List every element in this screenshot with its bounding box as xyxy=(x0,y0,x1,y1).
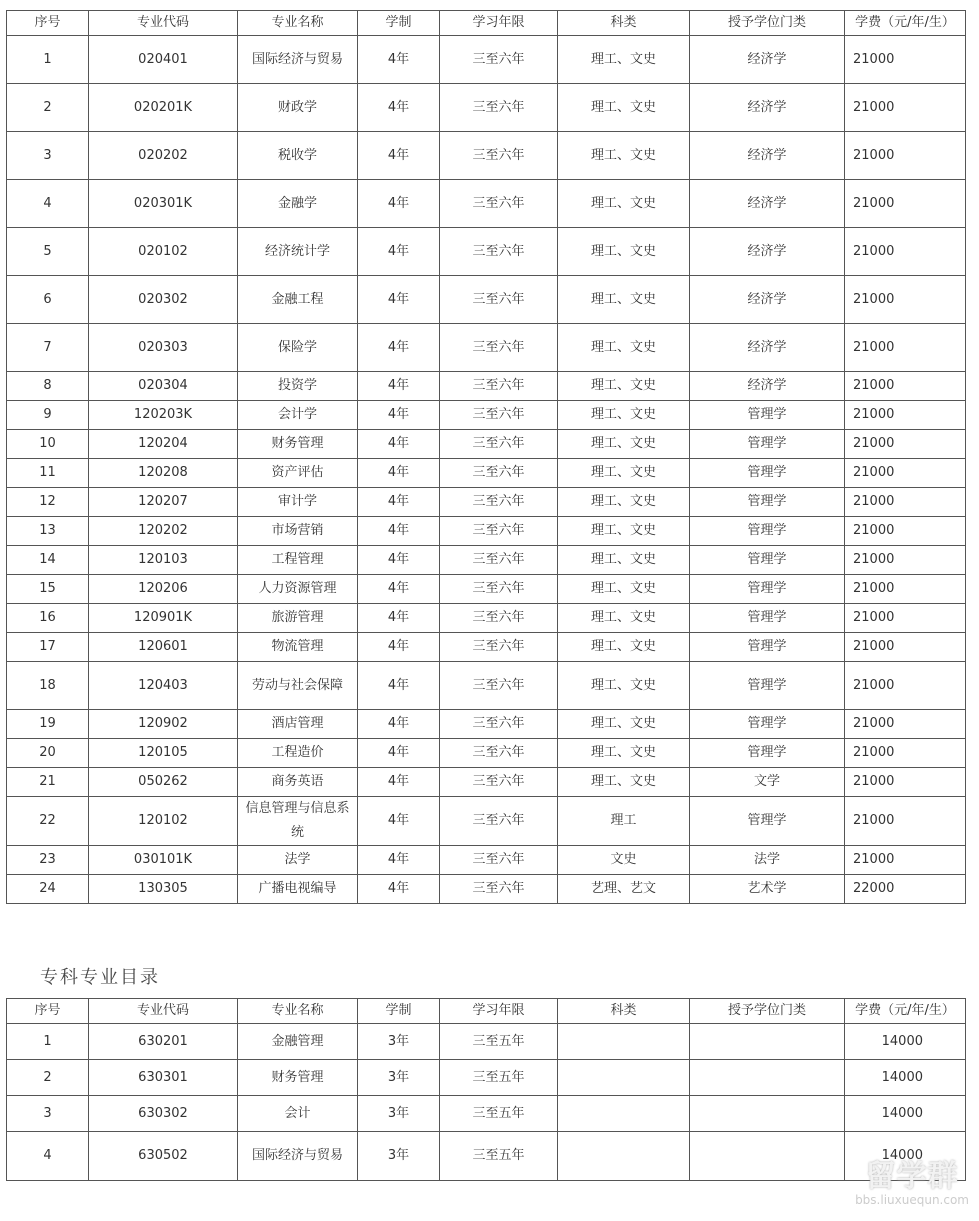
cell-duration: 4年 xyxy=(358,604,440,633)
table-row xyxy=(7,604,966,633)
cell-code: 020304 xyxy=(89,372,238,401)
header-tuition: 学费（元/年/生） xyxy=(845,999,966,1024)
cell-study-years: 三至六年 xyxy=(440,459,558,488)
cell-index: 14 xyxy=(7,546,89,575)
cell-category: 理工、文史 xyxy=(558,768,690,797)
cell-code: 020303 xyxy=(89,324,238,372)
cell-tuition: 14000 xyxy=(845,1024,966,1060)
header-study-years: 学习年限 xyxy=(440,11,558,36)
cell-code: 030101K xyxy=(89,846,238,875)
cell-degree: 经济学 xyxy=(690,324,845,372)
cell-category: 艺理、艺文 xyxy=(558,875,690,904)
cell-degree: 经济学 xyxy=(690,84,845,132)
cell-category: 理工、文史 xyxy=(558,633,690,662)
cell-degree: 经济学 xyxy=(690,276,845,324)
cell-index: 7 xyxy=(7,324,89,372)
cell-tuition: 21000 xyxy=(845,604,966,633)
cell-category: 理工、文史 xyxy=(558,430,690,459)
cell-duration: 4年 xyxy=(358,372,440,401)
cell-study-years: 三至六年 xyxy=(440,604,558,633)
watermark-url: bbs.liuxuequn.com xyxy=(855,1193,969,1207)
header-degree: 授予学位门类 xyxy=(690,999,845,1024)
table-row xyxy=(7,324,966,372)
cell-name: 市场营销 xyxy=(238,517,358,546)
cell-degree: 管理学 xyxy=(690,430,845,459)
cell-index: 22 xyxy=(7,797,89,846)
cell-degree: 法学 xyxy=(690,846,845,875)
cell-study-years: 三至六年 xyxy=(440,401,558,430)
cell-name: 人力资源管理 xyxy=(238,575,358,604)
cell-name: 金融管理 xyxy=(238,1024,358,1060)
cell-name: 会计学 xyxy=(238,401,358,430)
cell-duration: 3年 xyxy=(358,1024,440,1060)
cell-index: 23 xyxy=(7,846,89,875)
cell-tuition: 21000 xyxy=(845,324,966,372)
cell-study-years: 三至六年 xyxy=(440,846,558,875)
cell-tuition: 21000 xyxy=(845,459,966,488)
cell-study-years: 三至六年 xyxy=(440,324,558,372)
cell-code: 050262 xyxy=(89,768,238,797)
cell-tuition: 21000 xyxy=(845,372,966,401)
table-row xyxy=(7,517,966,546)
cell-code: 630201 xyxy=(89,1024,238,1060)
cell-category xyxy=(558,1132,690,1181)
cell-degree: 经济学 xyxy=(690,132,845,180)
header-category: 科类 xyxy=(558,11,690,36)
cell-duration: 4年 xyxy=(358,633,440,662)
cell-degree: 经济学 xyxy=(690,180,845,228)
table-header-row xyxy=(7,999,966,1024)
cell-code: 020302 xyxy=(89,276,238,324)
cell-duration: 4年 xyxy=(358,180,440,228)
cell-code: 120601 xyxy=(89,633,238,662)
cell-study-years: 三至六年 xyxy=(440,546,558,575)
cell-duration: 4年 xyxy=(358,324,440,372)
cell-study-years: 三至六年 xyxy=(440,633,558,662)
cell-index: 15 xyxy=(7,575,89,604)
cell-degree: 管理学 xyxy=(690,662,845,710)
cell-degree xyxy=(690,1060,845,1096)
cell-study-years: 三至六年 xyxy=(440,36,558,84)
cell-tuition: 21000 xyxy=(845,797,966,846)
cell-category: 理工、文史 xyxy=(558,84,690,132)
cell-degree: 管理学 xyxy=(690,401,845,430)
cell-name: 法学 xyxy=(238,846,358,875)
cell-tuition: 21000 xyxy=(845,517,966,546)
cell-degree: 文学 xyxy=(690,768,845,797)
cell-study-years: 三至五年 xyxy=(440,1096,558,1132)
cell-name: 工程造价 xyxy=(238,739,358,768)
cell-name: 物流管理 xyxy=(238,633,358,662)
cell-degree: 管理学 xyxy=(690,575,845,604)
cell-category: 理工、文史 xyxy=(558,401,690,430)
cell-duration: 4年 xyxy=(358,846,440,875)
table-row xyxy=(7,846,966,875)
header-name: 专业名称 xyxy=(238,11,358,36)
cell-index: 4 xyxy=(7,1132,89,1181)
cell-duration: 4年 xyxy=(358,459,440,488)
cell-index: 18 xyxy=(7,662,89,710)
table-row xyxy=(7,575,966,604)
header-name: 专业名称 xyxy=(238,999,358,1024)
cell-degree: 经济学 xyxy=(690,36,845,84)
cell-study-years: 三至五年 xyxy=(440,1024,558,1060)
cell-duration: 4年 xyxy=(358,710,440,739)
cell-duration: 4年 xyxy=(358,575,440,604)
watermark-logo xyxy=(855,1161,969,1207)
cell-tuition: 21000 xyxy=(845,768,966,797)
cell-study-years: 三至六年 xyxy=(440,662,558,710)
cell-category: 理工、文史 xyxy=(558,739,690,768)
header-index: 序号 xyxy=(7,999,89,1024)
cell-name: 资产评估 xyxy=(238,459,358,488)
cell-study-years: 三至六年 xyxy=(440,132,558,180)
cell-study-years: 三至六年 xyxy=(440,372,558,401)
cell-degree: 管理学 xyxy=(690,710,845,739)
cell-tuition: 21000 xyxy=(845,430,966,459)
cell-name: 国际经济与贸易 xyxy=(238,36,358,84)
header-tuition: 学费（元/年/生） xyxy=(845,11,966,36)
cell-index: 2 xyxy=(7,1060,89,1096)
cell-name: 广播电视编导 xyxy=(238,875,358,904)
cell-degree: 经济学 xyxy=(690,228,845,276)
header-duration: 学制 xyxy=(358,999,440,1024)
cell-degree: 管理学 xyxy=(690,517,845,546)
cell-name: 会计 xyxy=(238,1096,358,1132)
watermark-text: 留学群 xyxy=(865,1159,959,1194)
cell-study-years: 三至五年 xyxy=(440,1132,558,1181)
cell-category: 理工、文史 xyxy=(558,546,690,575)
cell-code: 120208 xyxy=(89,459,238,488)
cell-category: 理工、文史 xyxy=(558,459,690,488)
cell-category xyxy=(558,1024,690,1060)
cell-index: 20 xyxy=(7,739,89,768)
cell-name: 酒店管理 xyxy=(238,710,358,739)
header-code: 专业代码 xyxy=(89,999,238,1024)
cell-tuition: 21000 xyxy=(845,276,966,324)
cell-name: 投资学 xyxy=(238,372,358,401)
cell-code: 630301 xyxy=(89,1060,238,1096)
table-row xyxy=(7,710,966,739)
cell-index: 9 xyxy=(7,401,89,430)
cell-index: 4 xyxy=(7,180,89,228)
table-row xyxy=(7,739,966,768)
cell-index: 17 xyxy=(7,633,89,662)
cell-study-years: 三至六年 xyxy=(440,517,558,546)
cell-name: 工程管理 xyxy=(238,546,358,575)
table-row xyxy=(7,662,966,710)
cell-index: 6 xyxy=(7,276,89,324)
cell-tuition: 21000 xyxy=(845,633,966,662)
cell-category: 理工 xyxy=(558,797,690,846)
cell-name: 保险学 xyxy=(238,324,358,372)
cell-category: 理工、文史 xyxy=(558,276,690,324)
cell-code: 120204 xyxy=(89,430,238,459)
cell-degree: 管理学 xyxy=(690,633,845,662)
cell-tuition: 14000 xyxy=(845,1096,966,1132)
cell-tuition: 21000 xyxy=(845,546,966,575)
table-row xyxy=(7,36,966,84)
cell-duration: 4年 xyxy=(358,84,440,132)
cell-tuition: 21000 xyxy=(845,132,966,180)
cell-tuition: 21000 xyxy=(845,180,966,228)
table-header-row xyxy=(7,11,966,36)
cell-name: 金融工程 xyxy=(238,276,358,324)
cell-category: 理工、文史 xyxy=(558,517,690,546)
cell-duration: 4年 xyxy=(358,228,440,276)
cell-category: 文史 xyxy=(558,846,690,875)
section-title: 专科专业目录 xyxy=(40,967,160,988)
cell-degree xyxy=(690,1024,845,1060)
cell-index: 3 xyxy=(7,132,89,180)
cell-tuition: 21000 xyxy=(845,575,966,604)
cell-name: 财务管理 xyxy=(238,430,358,459)
cell-degree: 管理学 xyxy=(690,459,845,488)
cell-index: 12 xyxy=(7,488,89,517)
cell-duration: 3年 xyxy=(358,1132,440,1181)
cell-code: 630502 xyxy=(89,1132,238,1181)
cell-study-years: 三至六年 xyxy=(440,228,558,276)
cell-tuition: 21000 xyxy=(845,488,966,517)
cell-tuition: 21000 xyxy=(845,36,966,84)
cell-code: 020201K xyxy=(89,84,238,132)
cell-index: 19 xyxy=(7,710,89,739)
cell-index: 13 xyxy=(7,517,89,546)
cell-duration: 4年 xyxy=(358,739,440,768)
cell-index: 1 xyxy=(7,36,89,84)
table-row xyxy=(7,132,966,180)
cell-name: 审计学 xyxy=(238,488,358,517)
cell-study-years: 三至六年 xyxy=(440,768,558,797)
cell-degree: 管理学 xyxy=(690,488,845,517)
cell-code: 130305 xyxy=(89,875,238,904)
cell-tuition: 21000 xyxy=(845,739,966,768)
cell-study-years: 三至六年 xyxy=(440,488,558,517)
table-row xyxy=(7,459,966,488)
cell-index: 2 xyxy=(7,84,89,132)
cell-index: 8 xyxy=(7,372,89,401)
table-row xyxy=(7,401,966,430)
cell-category: 理工、文史 xyxy=(558,372,690,401)
cell-index: 11 xyxy=(7,459,89,488)
cell-name: 金融学 xyxy=(238,180,358,228)
cell-tuition: 14000 xyxy=(845,1060,966,1096)
cell-duration: 4年 xyxy=(358,430,440,459)
cell-code: 120202 xyxy=(89,517,238,546)
cell-category: 理工、文史 xyxy=(558,180,690,228)
cell-index: 10 xyxy=(7,430,89,459)
table-row xyxy=(7,875,966,904)
cell-code: 120203K xyxy=(89,401,238,430)
cell-duration: 3年 xyxy=(358,1060,440,1096)
cell-category: 理工、文史 xyxy=(558,324,690,372)
table-row xyxy=(7,276,966,324)
cell-tuition: 21000 xyxy=(845,84,966,132)
cell-index: 3 xyxy=(7,1096,89,1132)
header-index: 序号 xyxy=(7,11,89,36)
cell-index: 5 xyxy=(7,228,89,276)
cell-code: 120901K xyxy=(89,604,238,633)
cell-category: 理工、文史 xyxy=(558,710,690,739)
cell-study-years: 三至六年 xyxy=(440,430,558,459)
table-row xyxy=(7,488,966,517)
cell-index: 1 xyxy=(7,1024,89,1060)
cell-degree: 艺术学 xyxy=(690,875,845,904)
cell-duration: 3年 xyxy=(358,1096,440,1132)
cell-code: 120403 xyxy=(89,662,238,710)
table-row xyxy=(7,228,966,276)
header-degree: 授予学位门类 xyxy=(690,11,845,36)
cell-tuition: 21000 xyxy=(845,662,966,710)
undergrad-major-table xyxy=(6,10,966,904)
cell-study-years: 三至六年 xyxy=(440,180,558,228)
table-row xyxy=(7,180,966,228)
cell-code: 120102 xyxy=(89,797,238,846)
cell-name: 商务英语 xyxy=(238,768,358,797)
header-code: 专业代码 xyxy=(89,11,238,36)
cell-duration: 4年 xyxy=(358,797,440,846)
cell-code: 020301K xyxy=(89,180,238,228)
cell-duration: 4年 xyxy=(358,768,440,797)
cell-degree: 经济学 xyxy=(690,372,845,401)
cell-duration: 4年 xyxy=(358,488,440,517)
cell-code: 020202 xyxy=(89,132,238,180)
cell-name: 旅游管理 xyxy=(238,604,358,633)
cell-code: 020102 xyxy=(89,228,238,276)
cell-tuition: 21000 xyxy=(845,228,966,276)
cell-category: 理工、文史 xyxy=(558,228,690,276)
cell-category: 理工、文史 xyxy=(558,488,690,517)
cell-study-years: 三至六年 xyxy=(440,276,558,324)
cell-code: 120103 xyxy=(89,546,238,575)
cell-code: 120207 xyxy=(89,488,238,517)
cell-degree: 管理学 xyxy=(690,739,845,768)
cell-category xyxy=(558,1060,690,1096)
table-row xyxy=(7,797,966,846)
cell-study-years: 三至六年 xyxy=(440,739,558,768)
cell-name: 经济统计学 xyxy=(238,228,358,276)
cell-category: 理工、文史 xyxy=(558,36,690,84)
cell-degree: 管理学 xyxy=(690,797,845,846)
cell-duration: 4年 xyxy=(358,546,440,575)
cell-name: 财务管理 xyxy=(238,1060,358,1096)
cell-category xyxy=(558,1096,690,1132)
cell-category: 理工、文史 xyxy=(558,575,690,604)
header-duration: 学制 xyxy=(358,11,440,36)
cell-duration: 4年 xyxy=(358,875,440,904)
cell-study-years: 三至六年 xyxy=(440,797,558,846)
cell-study-years: 三至六年 xyxy=(440,875,558,904)
cell-category: 理工、文史 xyxy=(558,662,690,710)
cell-index: 24 xyxy=(7,875,89,904)
cell-name: 劳动与社会保障 xyxy=(238,662,358,710)
cell-category: 理工、文史 xyxy=(558,604,690,633)
table-row xyxy=(7,546,966,575)
cell-name: 税收学 xyxy=(238,132,358,180)
cell-duration: 4年 xyxy=(358,36,440,84)
table-row xyxy=(7,372,966,401)
table-row xyxy=(7,1132,966,1181)
cell-index: 16 xyxy=(7,604,89,633)
cell-duration: 4年 xyxy=(358,517,440,546)
cell-degree: 管理学 xyxy=(690,546,845,575)
cell-study-years: 三至六年 xyxy=(440,710,558,739)
cell-tuition: 21000 xyxy=(845,401,966,430)
junior-college-major-table xyxy=(6,998,966,1181)
table-row xyxy=(7,84,966,132)
table-row xyxy=(7,633,966,662)
table-row xyxy=(7,768,966,797)
cell-duration: 4年 xyxy=(358,662,440,710)
cell-duration: 4年 xyxy=(358,132,440,180)
cell-code: 020401 xyxy=(89,36,238,84)
cell-degree: 管理学 xyxy=(690,604,845,633)
cell-study-years: 三至六年 xyxy=(440,84,558,132)
cell-name: 国际经济与贸易 xyxy=(238,1132,358,1181)
cell-degree xyxy=(690,1132,845,1181)
cell-tuition: 21000 xyxy=(845,710,966,739)
cell-code: 120206 xyxy=(89,575,238,604)
table-row xyxy=(7,1060,966,1096)
cell-tuition: 22000 xyxy=(845,875,966,904)
header-category: 科类 xyxy=(558,999,690,1024)
cell-tuition: 21000 xyxy=(845,846,966,875)
cell-name: 信息管理与信息系统 xyxy=(238,797,358,846)
table-row xyxy=(7,1096,966,1132)
cell-duration: 4年 xyxy=(358,401,440,430)
cell-code: 120105 xyxy=(89,739,238,768)
cell-index: 21 xyxy=(7,768,89,797)
table-row xyxy=(7,1024,966,1060)
header-study-years: 学习年限 xyxy=(440,999,558,1024)
cell-duration: 4年 xyxy=(358,276,440,324)
cell-study-years: 三至六年 xyxy=(440,575,558,604)
cell-degree xyxy=(690,1096,845,1132)
cell-code: 120902 xyxy=(89,710,238,739)
cell-code: 630302 xyxy=(89,1096,238,1132)
cell-name: 财政学 xyxy=(238,84,358,132)
table-row xyxy=(7,430,966,459)
cell-tuition: 14000 xyxy=(845,1132,966,1181)
cell-study-years: 三至五年 xyxy=(440,1060,558,1096)
cell-category: 理工、文史 xyxy=(558,132,690,180)
